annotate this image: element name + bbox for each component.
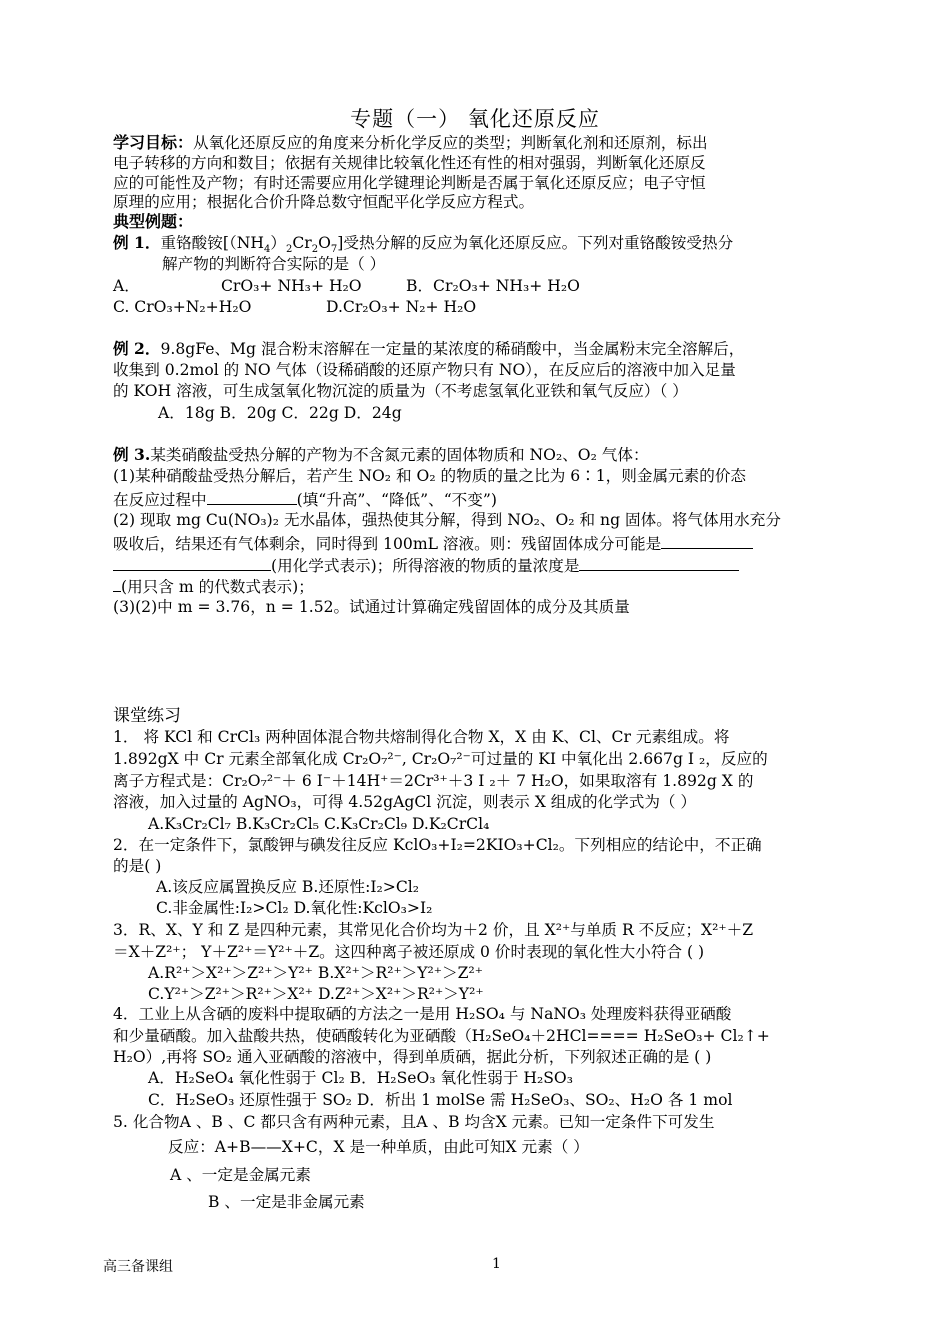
- page-number: 1: [492, 1256, 501, 1272]
- ex2-line-3: 的 KOH 溶液，可生成氢氧化物沉淀的质量为（不考虑氢氧化亚铁和氧气反应）（ ）: [113, 382, 688, 400]
- page-title: 专题（一） 氧化还原反应: [350, 107, 600, 131]
- p3-options-2: C.Y²⁺＞Z²⁺＞R²⁺＞X²⁺ D.Z²⁺＞X²⁺＞R²⁺＞Y²⁺: [148, 985, 484, 1003]
- ex3-q2-line-1: (2) 现取 mg Cu(NO₃)₂ 无水晶体，强热使其分解，得到 NO₂、O₂ 和 ng 固体。将气体用水充分: [113, 511, 781, 529]
- p2-line-1: 2．在一定条件下，氯酸钾与碘发往反应 KclO₃+I₂=2KIO₃+Cl₂。下列相应的结论中，不正确: [113, 836, 762, 854]
- objectives-line-3: 应的可能性及产物；有时还需要应用化学键理论判断是否属于氧化还原反应；电子守恒: [113, 174, 706, 192]
- practice-heading: 课堂练习: [113, 706, 181, 726]
- examples-heading: 典型例题：: [113, 212, 194, 231]
- p5-option-b: B 、一定是非金属元素: [208, 1193, 365, 1211]
- ex3-q2-line-3: (用化学式表示)；所得溶液的物质的量浓度是: [113, 554, 739, 576]
- p5-line-2: 反应：A+B——X+C，X 是一种单质，由此可知X 元素（ ）: [168, 1138, 589, 1156]
- p2-options-2: C.非金属性:I₂>Cl₂ D.氧化性:KclO₃>I₂: [156, 899, 433, 917]
- p1-line-3: 离子方程式是：Cr₂O₇²⁻＋ 6 I⁻＋14H⁺＝2Cr³⁺＋3 I ₂＋ 7 H₂O，如果取溶有 1.892g X 的: [113, 772, 754, 790]
- p4-line-2: 和少量硒酸。加入盐酸共热，使硒酸转化为亚硒酸（H₂SeO₄＋2HCl==== H₂SeO₃+ Cl₂↑+: [113, 1027, 770, 1045]
- p1-line-1: 1． 将 KCl 和 CrCl₃ 两种固体混合物共熔制得化合物 X，X 由 K、Cl、Cr 元素组成。将: [113, 728, 730, 746]
- objectives-line-1: 学习目标：从氧化还原反应的角度来分析化学反应的类型；判断氧化剂和还原剂，标出: [113, 133, 708, 152]
- p3-line-1: 3．R、X、Y 和 Z 是四种元素，其常见化合价均为＋2 价，且 X²⁺与单质 R 不反应；X²⁺＋Z: [113, 921, 754, 939]
- p1-line-4: 溶液，加入过量的 AgNO₃，可得 4.52gAgCl 沉淀，则表示 X 组成的化学式为（ ）: [113, 793, 697, 811]
- answer-blank[interactable]: [113, 575, 121, 592]
- ex3-q3: (3)(2)中 m = 3.76，n = 1.52。试通过计算确定残留固体的成分及其质量: [113, 598, 630, 616]
- p4-options-1: A．H₂SeO₄ 氧化性弱于 Cl₂ B．H₂SeO₃ 氧化性弱于 H₂SO₃: [148, 1069, 573, 1087]
- ex1-option-c: C. CrO₃+N₂+H₂O: [113, 298, 252, 316]
- p5-line-1: 5. 化合物A 、B 、C 都只含有两种元素，且A 、B 均含X 元素。已知一定条件下可发生: [113, 1113, 715, 1131]
- ex2-line-2: 收集到 0.2mol 的 NO 气体（设稀硝酸的还原产物只有 NO），在反应后的溶液中加入足量: [113, 361, 736, 379]
- answer-blank[interactable]: [113, 554, 271, 571]
- ex3-q1-line-2: 在反应过程中 (填“升高”、“降低”、“不变”): [113, 488, 497, 510]
- ex1-question: 例 1．重铬酸铵$[(NH_4)_2Cr_2O_7]$受热分解的反应为氧化还原反应。下列对重铬酸铵受热分: [113, 233, 734, 256]
- ex3-q2-line-2: 吸收后，结果还有气体剩余，同时得到 100mL 溶液。则：残留固体成分可能是: [113, 532, 753, 554]
- ex2-line-1: 例 2．9.8gFe、Mg 混合粉末溶解在一定量的某浓度的稀硝酸中，当金属粉末完全溶解后，: [113, 339, 745, 358]
- ex1-question-line-2: 解产物的判断符合实际的是（ ）: [162, 255, 386, 273]
- ex1-option-d: D.Cr₂O₃+ N₂+ H₂O: [326, 298, 477, 316]
- p3-options-1: A.R²⁺＞X²⁺＞Z²⁺＞Y²⁺ B.X²⁺＞R²⁺＞Y²⁺＞Z²⁺: [148, 964, 483, 982]
- p4-line-3: H₂O）,再将 SO₂ 通入亚硒酸的溶液中，得到单质硒，据此分析，下列叙述正确的是 ( ): [113, 1048, 712, 1066]
- objectives-line-4: 原理的应用；根据化合价升降总数守恒配平化学反应方程式。: [113, 193, 535, 211]
- p4-line-1: 4．工业上从含硒的废料中提取硒的方法之一是用 H₂SO₄ 与 NaNO₃ 处理废料获得亚硒酸: [113, 1005, 732, 1023]
- ex2-options: A．18g B．20g C．22g D．24g: [158, 404, 402, 422]
- p4-options-2: C．H₂SeO₃ 还原性强于 SO₂ D．析出 1 molSe 需 H₂SeO₃、SO₂、H₂O 各 1 mol: [148, 1091, 733, 1109]
- ex3-line-1: 例 3.某类硝酸盐受热分解的产物为不含氮元素的固体物质和 NO₂、O₂ 气体：: [113, 445, 649, 464]
- answer-blank[interactable]: [661, 532, 753, 549]
- p2-line-2: 的是( ): [113, 857, 162, 875]
- answer-blank[interactable]: [579, 554, 739, 571]
- p3-line-2: ＝X＋Z²⁺； Y＋Z²⁺＝Y²⁺＋Z。这四种离子被还原成 0 价时表现的氧化性大小符合 ( ): [113, 943, 705, 961]
- ex1-option-b: B．Cr₂O₃+ NH₃+ H₂O: [406, 277, 580, 295]
- ex3-q2-line-4: (用只含 m 的代数式表示)；: [113, 575, 314, 597]
- p1-line-2: 1.892gX 中 Cr 元素全部氧化成 Cr₂O₇²⁻, Cr₂O₇²⁻可过量的 KI 中氧化出 2.667g I ₂，反应的: [113, 750, 768, 768]
- objectives-label: 学习目标：: [113, 133, 194, 152]
- footer-group-name: 高三备课组: [103, 1259, 173, 1275]
- p5-option-a: A 、一定是金属元素: [170, 1166, 311, 1184]
- ex1-option-a: CrO₃+ NH₃+ H₂O: [221, 277, 362, 295]
- p2-options-1: A.该反应属置换反应 B.还原性:I₂>Cl₂: [156, 878, 420, 896]
- p1-options: A.K₃Cr₂Cl₇ B.K₃Cr₂Cl₅ C.K₃Cr₂Cl₉ D.K₂CrCl₄: [148, 815, 490, 833]
- ex3-q1-line-1: (1)某种硝酸盐受热分解后，若产生 NO₂ 和 O₂ 的物质的量之比为 6∶1，则金属元素的价态: [113, 467, 747, 485]
- answer-blank[interactable]: [207, 488, 297, 505]
- objectives-line-2: 电子转移的方向和数目；依据有关规律比较氧化性还有性的相对强弱，判断氧化还原反: [113, 154, 706, 172]
- ex1-option-a-label: A．: [113, 277, 140, 295]
